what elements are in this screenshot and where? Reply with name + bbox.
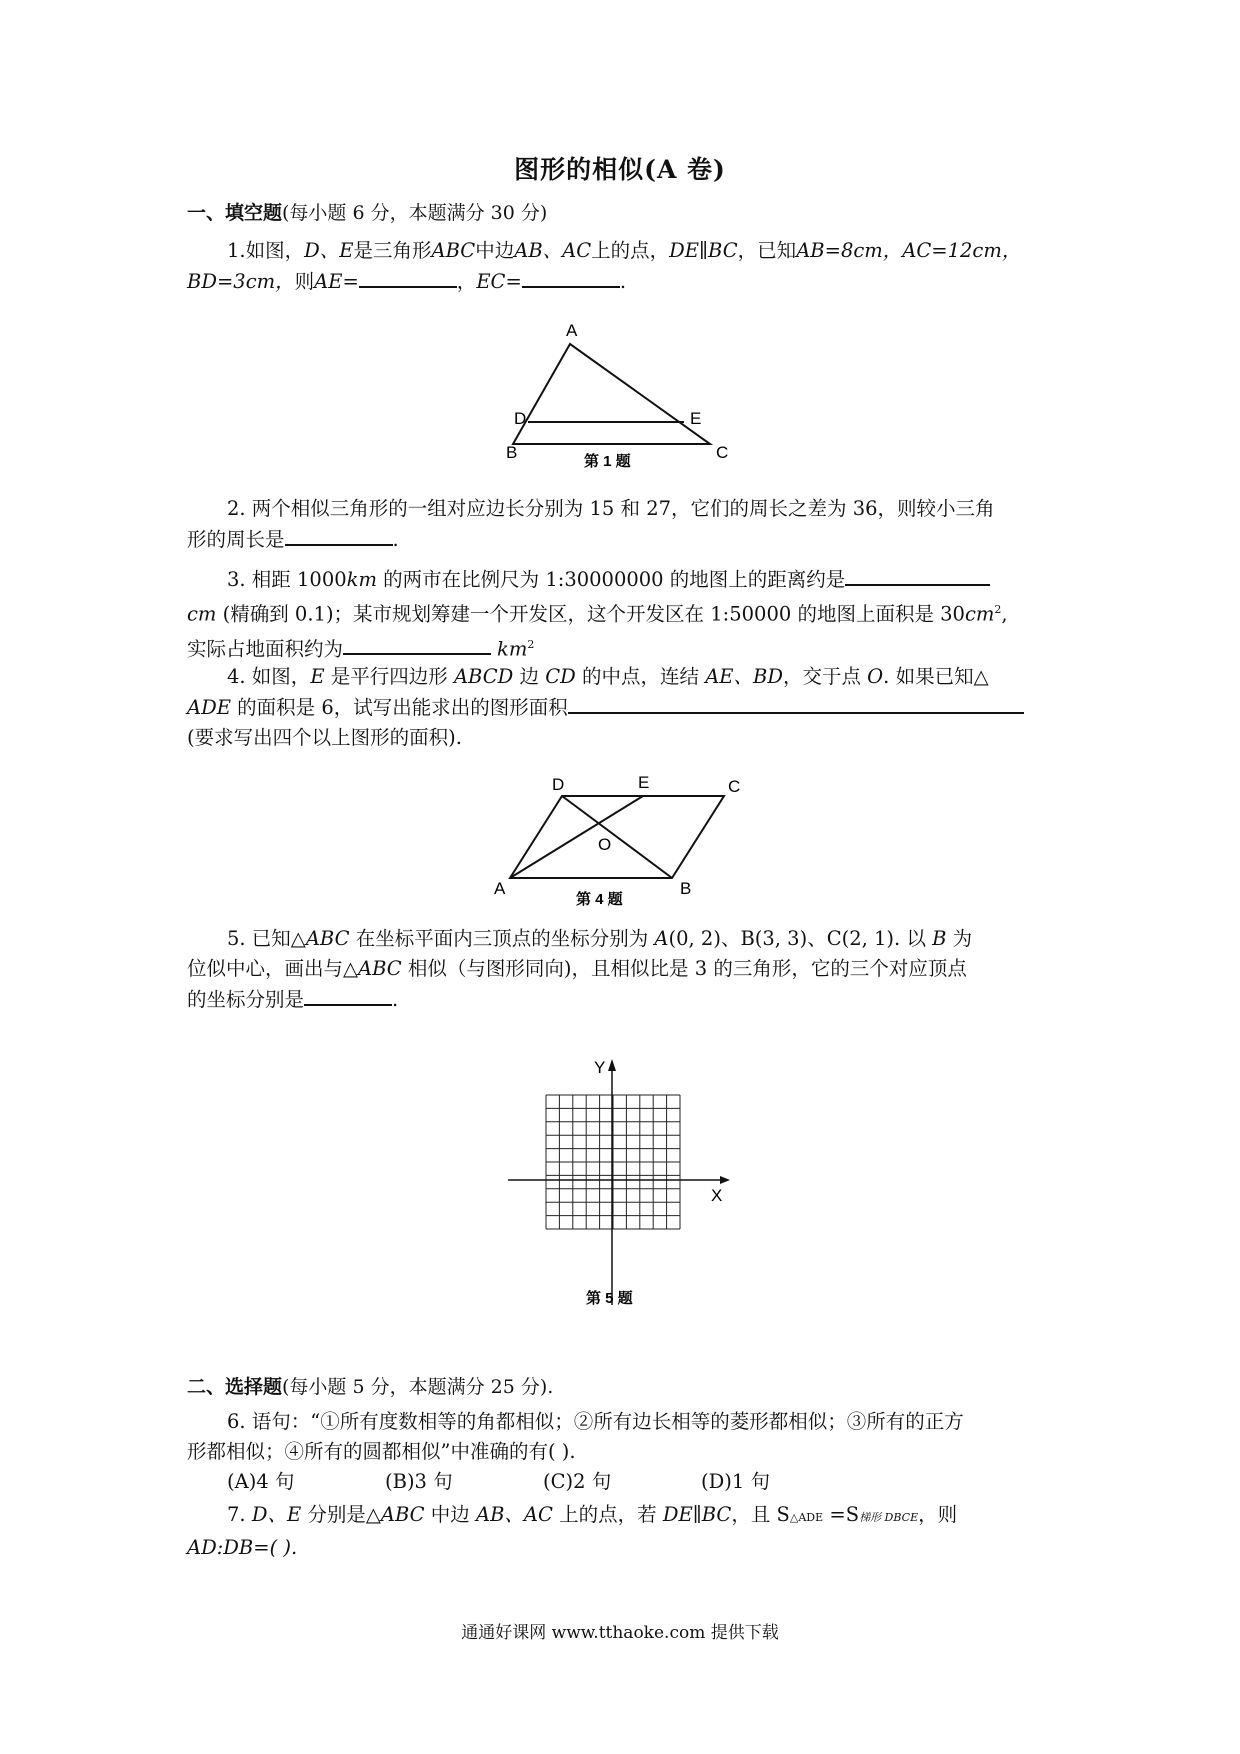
label-a: A bbox=[494, 879, 506, 898]
question-3 bbox=[187, 564, 1057, 664]
q2-text: 形的周长是 bbox=[187, 528, 285, 551]
q3-text: km bbox=[346, 568, 377, 591]
q1-text: 则 bbox=[294, 270, 315, 293]
figure-5-caption: 第 5 题 bbox=[586, 1290, 633, 1307]
q5-text: A bbox=[654, 927, 669, 950]
q4-answer-blank[interactable] bbox=[568, 692, 1024, 714]
q4-text: ，交于点 bbox=[782, 665, 868, 688]
q5-text: 为 bbox=[946, 927, 973, 950]
q7-text: 中边 bbox=[424, 1503, 476, 1526]
q7-text: AD:DB=( ). bbox=[187, 1536, 298, 1559]
section-2-name: 二、选择题 bbox=[187, 1376, 283, 1398]
y-axis-arrow bbox=[608, 1059, 616, 1071]
q4-text: E bbox=[310, 665, 325, 688]
q6-text: 形都相似；④所有的圆都相似”中准确的有( ). bbox=[187, 1440, 576, 1463]
q2-answer-blank[interactable] bbox=[285, 524, 393, 546]
q7-text: AB、AC bbox=[476, 1503, 553, 1526]
q4-text: 的面积是 6，试写出能求出的图形面积 bbox=[230, 696, 568, 719]
label-b: B bbox=[680, 879, 692, 898]
section-2-heading bbox=[187, 1372, 553, 1399]
q5-text: 在坐标平面内三顶点的坐标分别为 bbox=[349, 927, 655, 950]
label-c: C bbox=[728, 777, 741, 796]
q1-text: DE∥BC bbox=[669, 239, 738, 262]
q7-text: △ADE bbox=[789, 1511, 824, 1524]
label-a: A bbox=[566, 321, 578, 340]
q3-answer-blank-area[interactable] bbox=[343, 633, 491, 655]
q1-text: 如图， bbox=[245, 239, 305, 262]
figure-1-caption: 第 1 题 bbox=[584, 453, 631, 470]
q1-text: AB=8cm，AC=12cm， bbox=[796, 239, 1022, 262]
label-d: D bbox=[514, 409, 527, 428]
label-b: B bbox=[506, 443, 518, 462]
question-1 bbox=[187, 236, 1057, 297]
q5-text: 相似（与图形同向)，且相似比是 3 的三角形，它的三个对应顶点 bbox=[401, 957, 967, 980]
q1-text: D、E bbox=[304, 239, 354, 262]
question-2 bbox=[187, 494, 1057, 555]
q1-text: ， bbox=[456, 270, 477, 293]
q5-text: 5. 已知△ bbox=[227, 927, 306, 950]
label-e: E bbox=[638, 773, 650, 792]
label-o: O bbox=[598, 835, 612, 854]
q4-text: ABCD bbox=[453, 665, 514, 688]
q1-text: AE= bbox=[314, 270, 359, 293]
q4-text: ADE bbox=[187, 696, 231, 719]
q5-text: . bbox=[392, 988, 399, 1011]
segment-ae bbox=[510, 796, 643, 878]
q1-text: ABC bbox=[431, 239, 476, 262]
q2-text: . bbox=[392, 528, 399, 551]
q4-text: AE、BD bbox=[705, 665, 783, 688]
q3-text: cm bbox=[187, 602, 217, 626]
x-axis-arrow bbox=[720, 1176, 730, 1184]
q7-text: 梯形 DBCE bbox=[859, 1511, 919, 1524]
grid-lines bbox=[546, 1095, 680, 1229]
q5-text: 位似中心，画出与△ bbox=[187, 957, 358, 980]
q6-text: 6. 语句：“①所有度数相等的角都相似；②所有边长相等的菱形都相似；③所有的正方 bbox=[227, 1410, 964, 1433]
label-e: E bbox=[690, 409, 702, 428]
q4-text: 是平行四边形 bbox=[324, 665, 454, 688]
q1-text: 是三角形 bbox=[353, 239, 432, 262]
q2-text: 2. 两个相似三角形的一组对应边长分别为 15 和 27，它们的周长之差为 36，则较小三角 bbox=[227, 497, 995, 520]
q4-text: O bbox=[867, 665, 884, 688]
figure-5-coordinate-grid bbox=[508, 1055, 733, 1315]
q5-answer-blank[interactable] bbox=[304, 984, 392, 1006]
q3-text: 的两市在比例尺为 1:30000000 的地图上的距离约是 bbox=[376, 568, 846, 591]
q5-text: 的坐标分别是 bbox=[187, 988, 305, 1011]
q7-text: ，则 bbox=[918, 1503, 958, 1526]
question-5 bbox=[187, 924, 1057, 1015]
q6-option-b[interactable]: (B)3 句 bbox=[385, 1470, 453, 1493]
segment-bd bbox=[562, 796, 672, 878]
q5-text: B bbox=[932, 927, 947, 950]
q5-text: ABC bbox=[305, 927, 350, 950]
q1-text: BD=3cm， bbox=[187, 270, 295, 293]
label-c: C bbox=[716, 443, 729, 462]
q1-text: AB、AC bbox=[514, 239, 592, 262]
q3-text: 实际占地面积约为 bbox=[187, 637, 344, 660]
q7-text: ，且 S bbox=[731, 1503, 790, 1526]
question-4 bbox=[187, 662, 1057, 753]
q4-text: 边 bbox=[513, 665, 546, 688]
q7-text: 分别是△ bbox=[301, 1503, 381, 1526]
question-7 bbox=[187, 1500, 1057, 1563]
section-2-note: (每小题 5 分，本题满分 25 分). bbox=[282, 1376, 554, 1398]
q4-text: CD bbox=[545, 665, 576, 688]
q4-text: . 如果已知△ bbox=[883, 665, 989, 688]
q1-text: . bbox=[619, 270, 627, 293]
q1-text: EC= bbox=[476, 270, 522, 293]
section-1-heading bbox=[187, 198, 547, 225]
q7-text: 7. bbox=[227, 1503, 252, 1526]
page-title: 图形的相似(A 卷) bbox=[514, 155, 726, 184]
figure-1-triangle bbox=[488, 310, 738, 485]
q3-text: (精确到 0.1)；某市规划筹建一个开发区，这个开发区在 1:50000 的地图上面积是 30 bbox=[216, 602, 965, 626]
q7-text: =S bbox=[823, 1503, 860, 1526]
q1-text: 上的点， bbox=[591, 239, 670, 262]
q1-answer-blank-ec[interactable] bbox=[522, 266, 620, 288]
q1-text: ，已知 bbox=[737, 239, 797, 262]
q3-text: 3. 相距 1000 bbox=[227, 568, 347, 591]
question-6 bbox=[187, 1407, 1057, 1497]
figure-4-caption: 第 4 题 bbox=[576, 891, 623, 908]
q3-answer-blank-distance[interactable] bbox=[845, 564, 990, 586]
q6-option-a[interactable]: (A)4 句 bbox=[227, 1470, 295, 1493]
q7-text: DE∥BC bbox=[662, 1503, 732, 1526]
q3-text: km bbox=[497, 637, 528, 660]
q1-text: 中边 bbox=[475, 239, 515, 262]
q1-answer-blank-ae[interactable] bbox=[359, 266, 457, 288]
y-axis-label: Y bbox=[594, 1058, 606, 1077]
q7-text: D、E bbox=[251, 1503, 302, 1526]
label-d: D bbox=[552, 775, 565, 794]
page-footer: 通通好课网 www.tthaoke.com 提供下载 bbox=[461, 1623, 779, 1643]
q6-option-d[interactable]: (D)1 句 bbox=[701, 1470, 770, 1493]
q7-text: ABC bbox=[380, 1503, 425, 1526]
section-1-note: (每小题 6 分，本题满分 30 分) bbox=[282, 202, 548, 224]
q7-text: 上的点，若 bbox=[552, 1503, 663, 1526]
x-axis-label: X bbox=[711, 1186, 723, 1205]
q1-number: 1. bbox=[227, 239, 246, 262]
section-1-name: 一、填空题 bbox=[187, 202, 283, 224]
q3-text: 2 bbox=[994, 603, 1002, 616]
q6-option-c[interactable]: (C)2 句 bbox=[543, 1470, 612, 1493]
q3-text: 2 bbox=[527, 637, 535, 651]
q3-text: , bbox=[1001, 602, 1008, 626]
figure-4-parallelogram bbox=[488, 770, 758, 920]
q4-text: (要求写出四个以上图形的面积). bbox=[187, 726, 462, 749]
q3-text: cm bbox=[964, 602, 995, 626]
q4-text: 4. 如图， bbox=[227, 665, 311, 688]
q5-text: ABC bbox=[358, 957, 402, 980]
q5-text: (0, 2)、B(3, 3)、C(2, 1). 以 bbox=[668, 927, 933, 950]
q4-text: 的中点，连结 bbox=[575, 665, 706, 688]
triangle-abc bbox=[513, 344, 710, 444]
